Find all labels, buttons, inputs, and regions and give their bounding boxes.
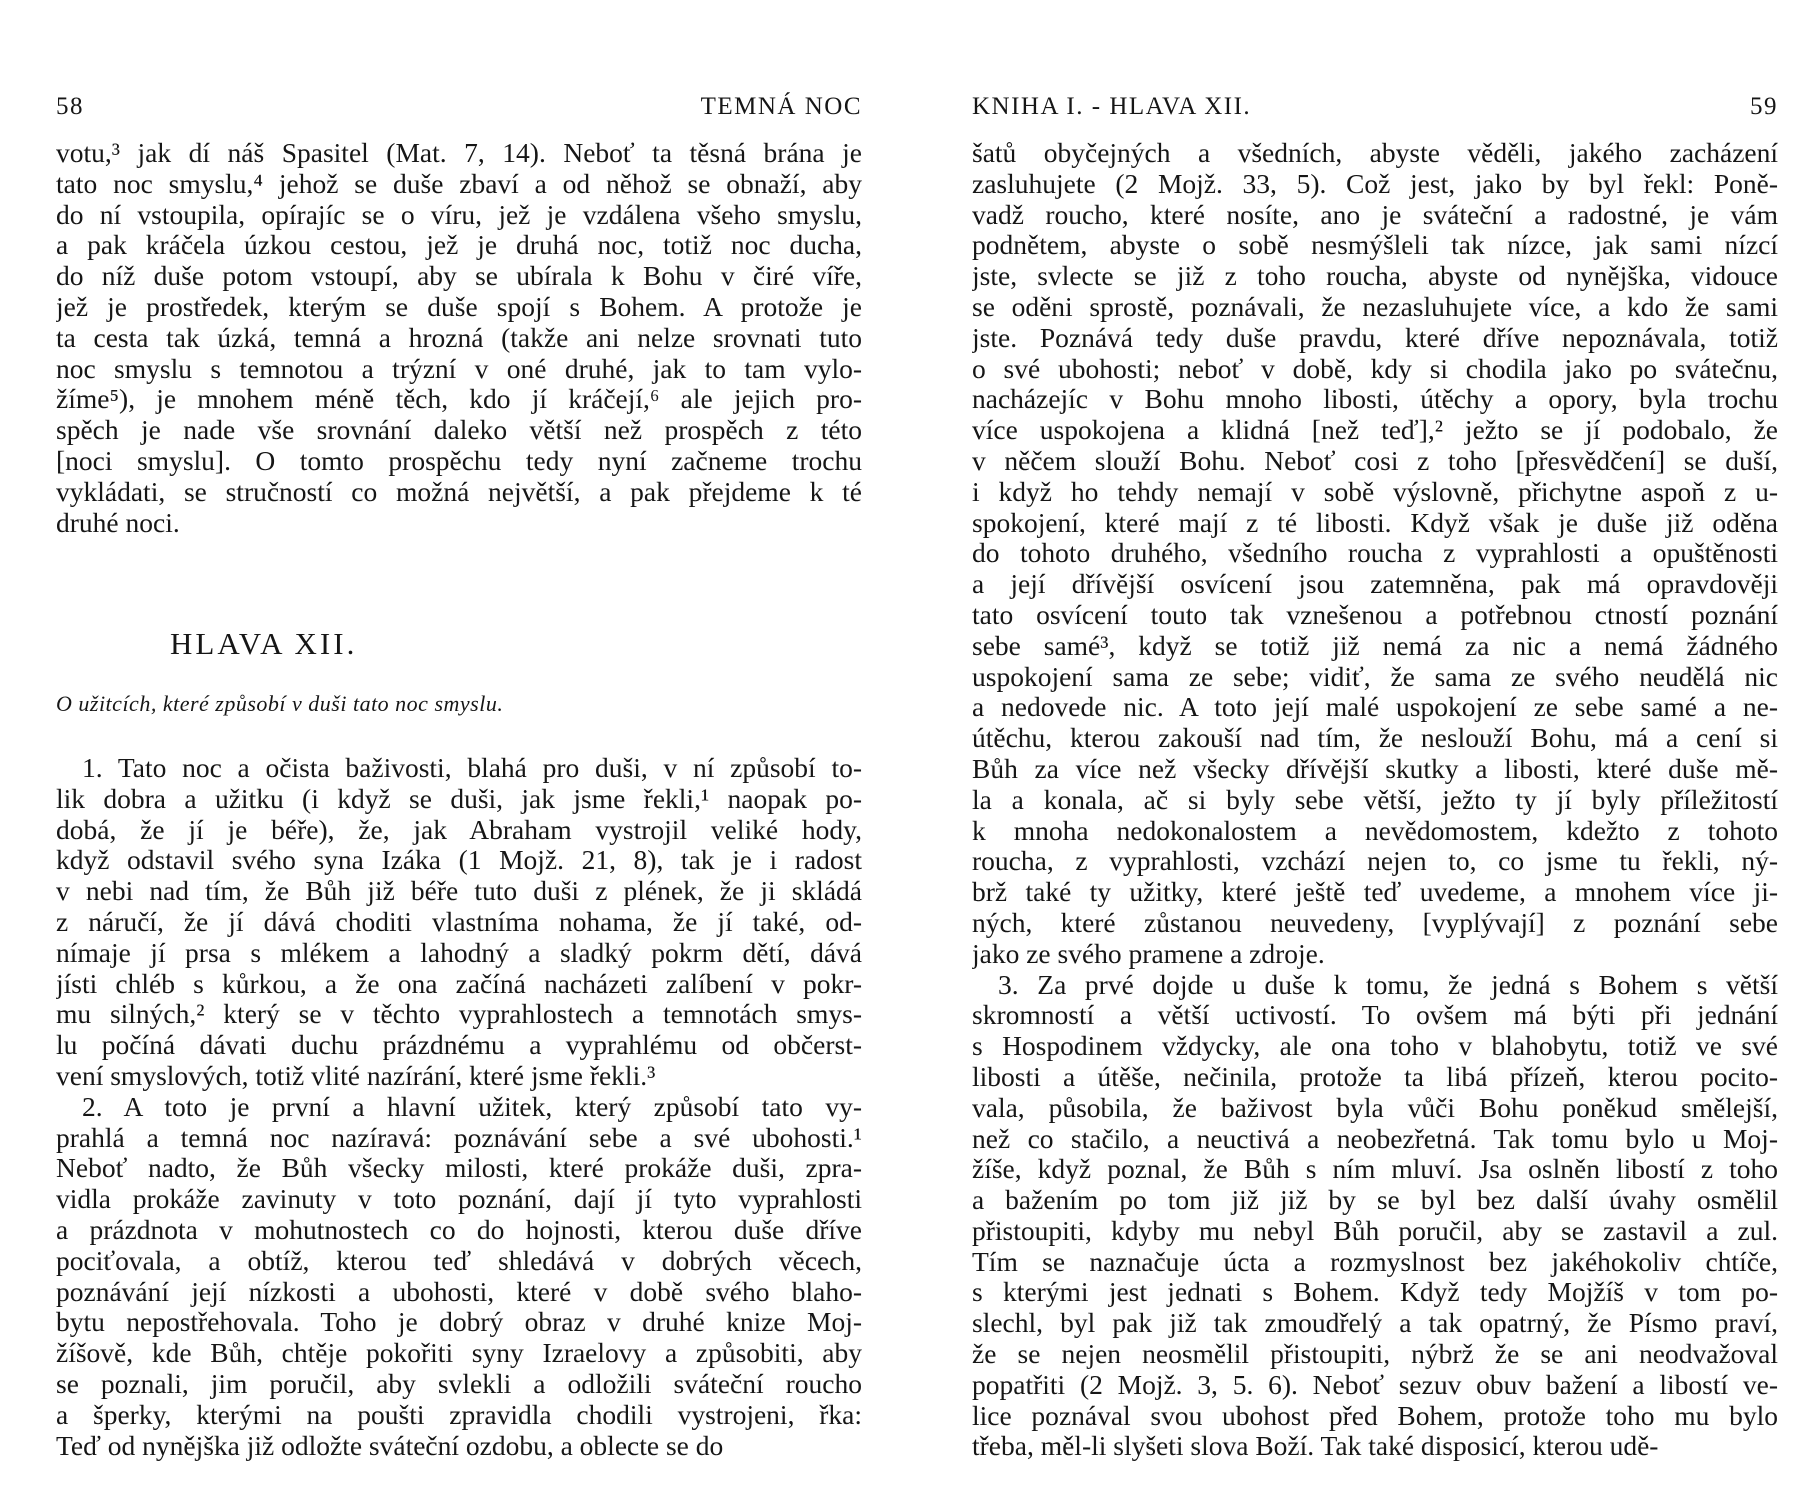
text-line: vadž roucho, které nosíte, ano je sváteční a radostné, je vám [972,199,1778,230]
text-line: 1. Tato noc a očista baživosti, blahá pro duši, v ní způsobí to- [82,753,862,783]
text-line: sebe samé³, když se totiž již nemá za nic a nemá žádného [972,630,1778,661]
text-line: tato osvícení touto tak vznešenou a potřebnou ctností poznání [972,599,1778,630]
text-line: a šperky, kterými na poušti zpravidla chodili vystrojeni, řka: [56,1399,862,1430]
text-line: vala, působila, že baživost byla vůči Bohu poněkud smělejší, [972,1092,1778,1123]
text-line: v nebi nad tím, že Bůh již béře tuto duši z plének, že ji skládá [56,876,862,907]
text-line: la a konala, ač si byly sebe větší, ježto ty jí byly příležitostí [972,784,1778,815]
right-page [904,0,1808,1500]
page-number: 59 [1750,93,1778,120]
text-line: přistoupiti, kdyby mu nebyl Bůh poručil, aby se zastavil a zul. [972,1215,1778,1246]
text-line: spěch je nade vše srovnání daleko větší než prospěch z této [56,415,862,446]
text-line: roucha, z vyprahlosti, vzchází nejen to, co jsme tu řekli, ný- [972,846,1778,877]
left-page-header [56,92,862,122]
text-line: jež je prostředek, kterým se duše spojí s Bohem. A protože je [56,291,862,322]
text-line: jste, svlecte se již z toho roucha, abyste od nynějška, vidouce [972,261,1778,292]
chapter-heading: HLAVA XII. [170,626,358,661]
text-line: lice poznával svou ubohost před Bohem, protože toho mu bylo [972,1400,1778,1431]
text-line: do níž duše potom vstoupí, aby se ubírala k Bohu v čiré víře, [56,261,862,292]
text-line: Neboť nadto, že Bůh všecky milosti, které prokáže duši, zpra- [56,1153,862,1184]
left-page-text-top [56,138,862,538]
text-line: lu počíná dávati duchu prázdnému a vyprahlému od občerst- [56,1030,862,1061]
text-line: skromností a větší uctivostí. To ovšem má býti při jednání [972,1000,1778,1031]
text-line: že se nejen neosmělil přistoupiti, nýbrž že se ani neodvažoval [972,1339,1778,1370]
text-line: lik dobra a užitku (i když se duši, jak jsme řekli,¹ naopak po- [56,783,862,814]
right-page-text [972,138,1778,1462]
chapter-subtitle: O užitcích, které způsobí v duši tato noc smyslu. [56,691,504,716]
text-line: třeba, měl-li slyšeti slova Boží. Tak také disposicí, kterou udě- [972,1431,1659,1462]
text-line: útěchu, kterou zakouší nad tím, že neslouží Bohu, má a cení si [972,723,1778,754]
text-line: k mnoha nedokonalostem a nevědomostem, kdežto z tohoto [972,815,1778,846]
text-line: žíšově, kde Bůh, chtěje pokořiti syny Izraelovy a způsobiti, aby [56,1338,862,1369]
text-line: popatřiti (2 Mojž. 3, 5. 6). Neboť sezuv obuv bažení a libostí ve- [972,1369,1778,1400]
right-page-header [972,92,1778,122]
text-line: dobá, že jí je béře), že, jak Abraham vystrojil veliké hody, [56,814,862,845]
text-line: [noci smyslu]. O tomto prospěchu tedy nyní začneme trochu [56,445,862,476]
text-line: i když ho tehdy nemají v sobě výslovně, přichytne aspoň z u- [972,476,1778,507]
text-line: poznávání její nízkosti a ubohosti, které v době svého blaho- [56,1276,862,1307]
text-line: jste. Poznává tedy duše pravdu, které dříve nepoznávala, totiž [972,322,1778,353]
text-line: se oděni sprostě, poznávali, že nezasluhujete více, a kdo že sami [972,291,1778,322]
text-line: s kterými jest jednati s Bohem. Když tedy Mojžíš v tom po- [972,1277,1778,1308]
text-line: vení smyslových, totiž vlité nazírání, které jsme řekli.³ [56,1060,656,1091]
page-number: 58 [56,93,84,120]
text-line: do tohoto druhého, všedního roucha z vyprahlosti a opuštěnosti [972,538,1778,569]
text-line: mu silných,² který se v těchto vyprahlostech a temnotách smys- [56,999,862,1030]
text-line: pociťovala, a obtíž, kterou teď shledává v dobrých věcech, [56,1245,862,1276]
text-line: zasluhujete (2 Mojž. 33, 5). Což jest, jako by byl řekl: Poně- [972,168,1778,199]
text-line: když odstavil svého syna Izáka (1 Mojž. 21, 8), tak je i radost [56,845,862,876]
text-line: ta cesta tak úzká, temná a hrozná (takže ani nelze srovnati tuto [56,322,862,353]
text-line: nímaje jí prsa s mlékem a lahodný a sladký pokrm dětí, dává [56,937,862,968]
text-line: do ní vstoupila, opírajíc se o víru, jež je vzdálena všeho smyslu, [56,199,862,230]
text-line: o své ubohosti; neboť v době, kdy si chodila jako po svátečnu, [972,353,1778,384]
text-line: s Hospodinem vždycky, ale ona toho v blahobytu, totiž ve své [972,1031,1778,1062]
text-line: noc smyslu s temnotou a trýzní v oné druhé, jak to tam vylo- [56,353,862,384]
text-line: více uspokojena a klidná [než teď],² ježto se jí podobalo, že [972,415,1778,446]
text-line: a její dřívější osvícení jsou zatemněna, pak má opravdověji [972,569,1778,600]
running-head: TEMNÁ NOC [700,93,862,120]
text-line: šatů obyčejných a všedních, abyste věděli, jakého zacházení [972,138,1778,168]
text-line: než co stačilo, a neuctivá a neobezřetná. Tak tomu bylo u Moj- [972,1123,1778,1154]
text-line: uspokojení sama ze sebe; vidiť, že sama ze svého neudělá nic [972,661,1778,692]
text-line: nacházejíc v Bohu mnoho libosti, útěchy a opory, byla trochu [972,384,1778,415]
text-line: 2. A toto je první a hlavní užitek, který způsobí tato vy- [82,1091,862,1122]
text-line: z náručí, že jí dává choditi vlastníma nohama, že jí také, od- [56,906,862,937]
left-page-text-bottom [56,753,862,1461]
text-line: libosti a útěše, nečinila, protože ta libá přízeň, kterou pocito- [972,1061,1778,1092]
text-line: bytu nepostřehovala. Toho je dobrý obraz v druhé knize Moj- [56,1307,862,1338]
text-line: spokojení, které mají z té libosti. Když však je duše již oděna [972,507,1778,538]
text-line: brž také ty užitky, které ještě teď uvedeme, a mnohem více ji- [972,877,1778,908]
text-line: podnětem, abyste o sobě nesmýšleli tak nízce, jak sami nízcí [972,230,1778,261]
text-line: prahlá a temná noc nazíravá: poznávání sebe a své ubohosti.¹ [56,1122,862,1153]
text-line: druhé noci. [56,507,180,538]
text-line: votu,³ jak dí náš Spasitel (Mat. 7, 14). Neboť ta těsná brána je [56,138,862,168]
text-line: žíše, když poznal, že Bůh s ním mluví. Jsa oslněn libostí z toho [972,1154,1778,1185]
text-line: 3. Za prvé dojde u duše k tomu, že jedná s Bohem s větší [998,969,1778,1000]
text-line: Tím se naznačuje úcta a rozmyslnost bez jakéhokoliv chtíče, [972,1246,1778,1277]
running-head: KNIHA I. - HLAVA XII. [972,93,1252,120]
text-line: a bažením po tom již již by se byl bez další úvahy osmělil [972,1185,1778,1216]
text-line: Bůh za více než všecky dřívější skutky a libosti, které duše mě- [972,753,1778,784]
text-line: Teď od nynějška již odložte sváteční ozdobu, a oblecte se do [56,1430,724,1461]
text-line: ných, které zůstanou neuvedeny, [vyplývají] z poznání sebe [972,907,1778,938]
text-line: a pak kráčela úzkou cestou, jež je druhá noc, totiž noc ducha, [56,230,862,261]
text-line: vidla prokáže zavinuty v toto poznání, dají jí tyto vyprahlosti [56,1184,862,1215]
text-line: slechl, byl pak již tak zmoudřelý a tak opatrný, že Písmo praví, [972,1308,1778,1339]
text-line: tato noc smyslu,⁴ jehož se duše zbaví a od něhož se obnaží, aby [56,168,862,199]
text-line: se poznali, jim poručil, aby svlekli a odložili sváteční roucho [56,1368,862,1399]
text-line: a prázdnota v mohutnostech co do hojnosti, kterou duše dříve [56,1214,862,1245]
text-line: v něčem slouží Bohu. Neboť cosi z toho [přesvědčení] se duší, [972,445,1778,476]
text-line: žíme⁵), je mnohem méně těch, kdo jí kráčejí,⁶ ale jejich pro- [56,384,862,415]
text-line: a nedovede nic. A toto její malé uspokojení ze sebe samé a ne- [972,692,1778,723]
text-line: jako ze svého pramene a zdroje. [972,938,1325,969]
text-line: vykládati, se stručností co možná největší, a pak přejdeme k té [56,476,862,507]
text-line: jísti chléb s kůrkou, a že ona začíná nacházeti zalíbení v pokr- [56,968,862,999]
